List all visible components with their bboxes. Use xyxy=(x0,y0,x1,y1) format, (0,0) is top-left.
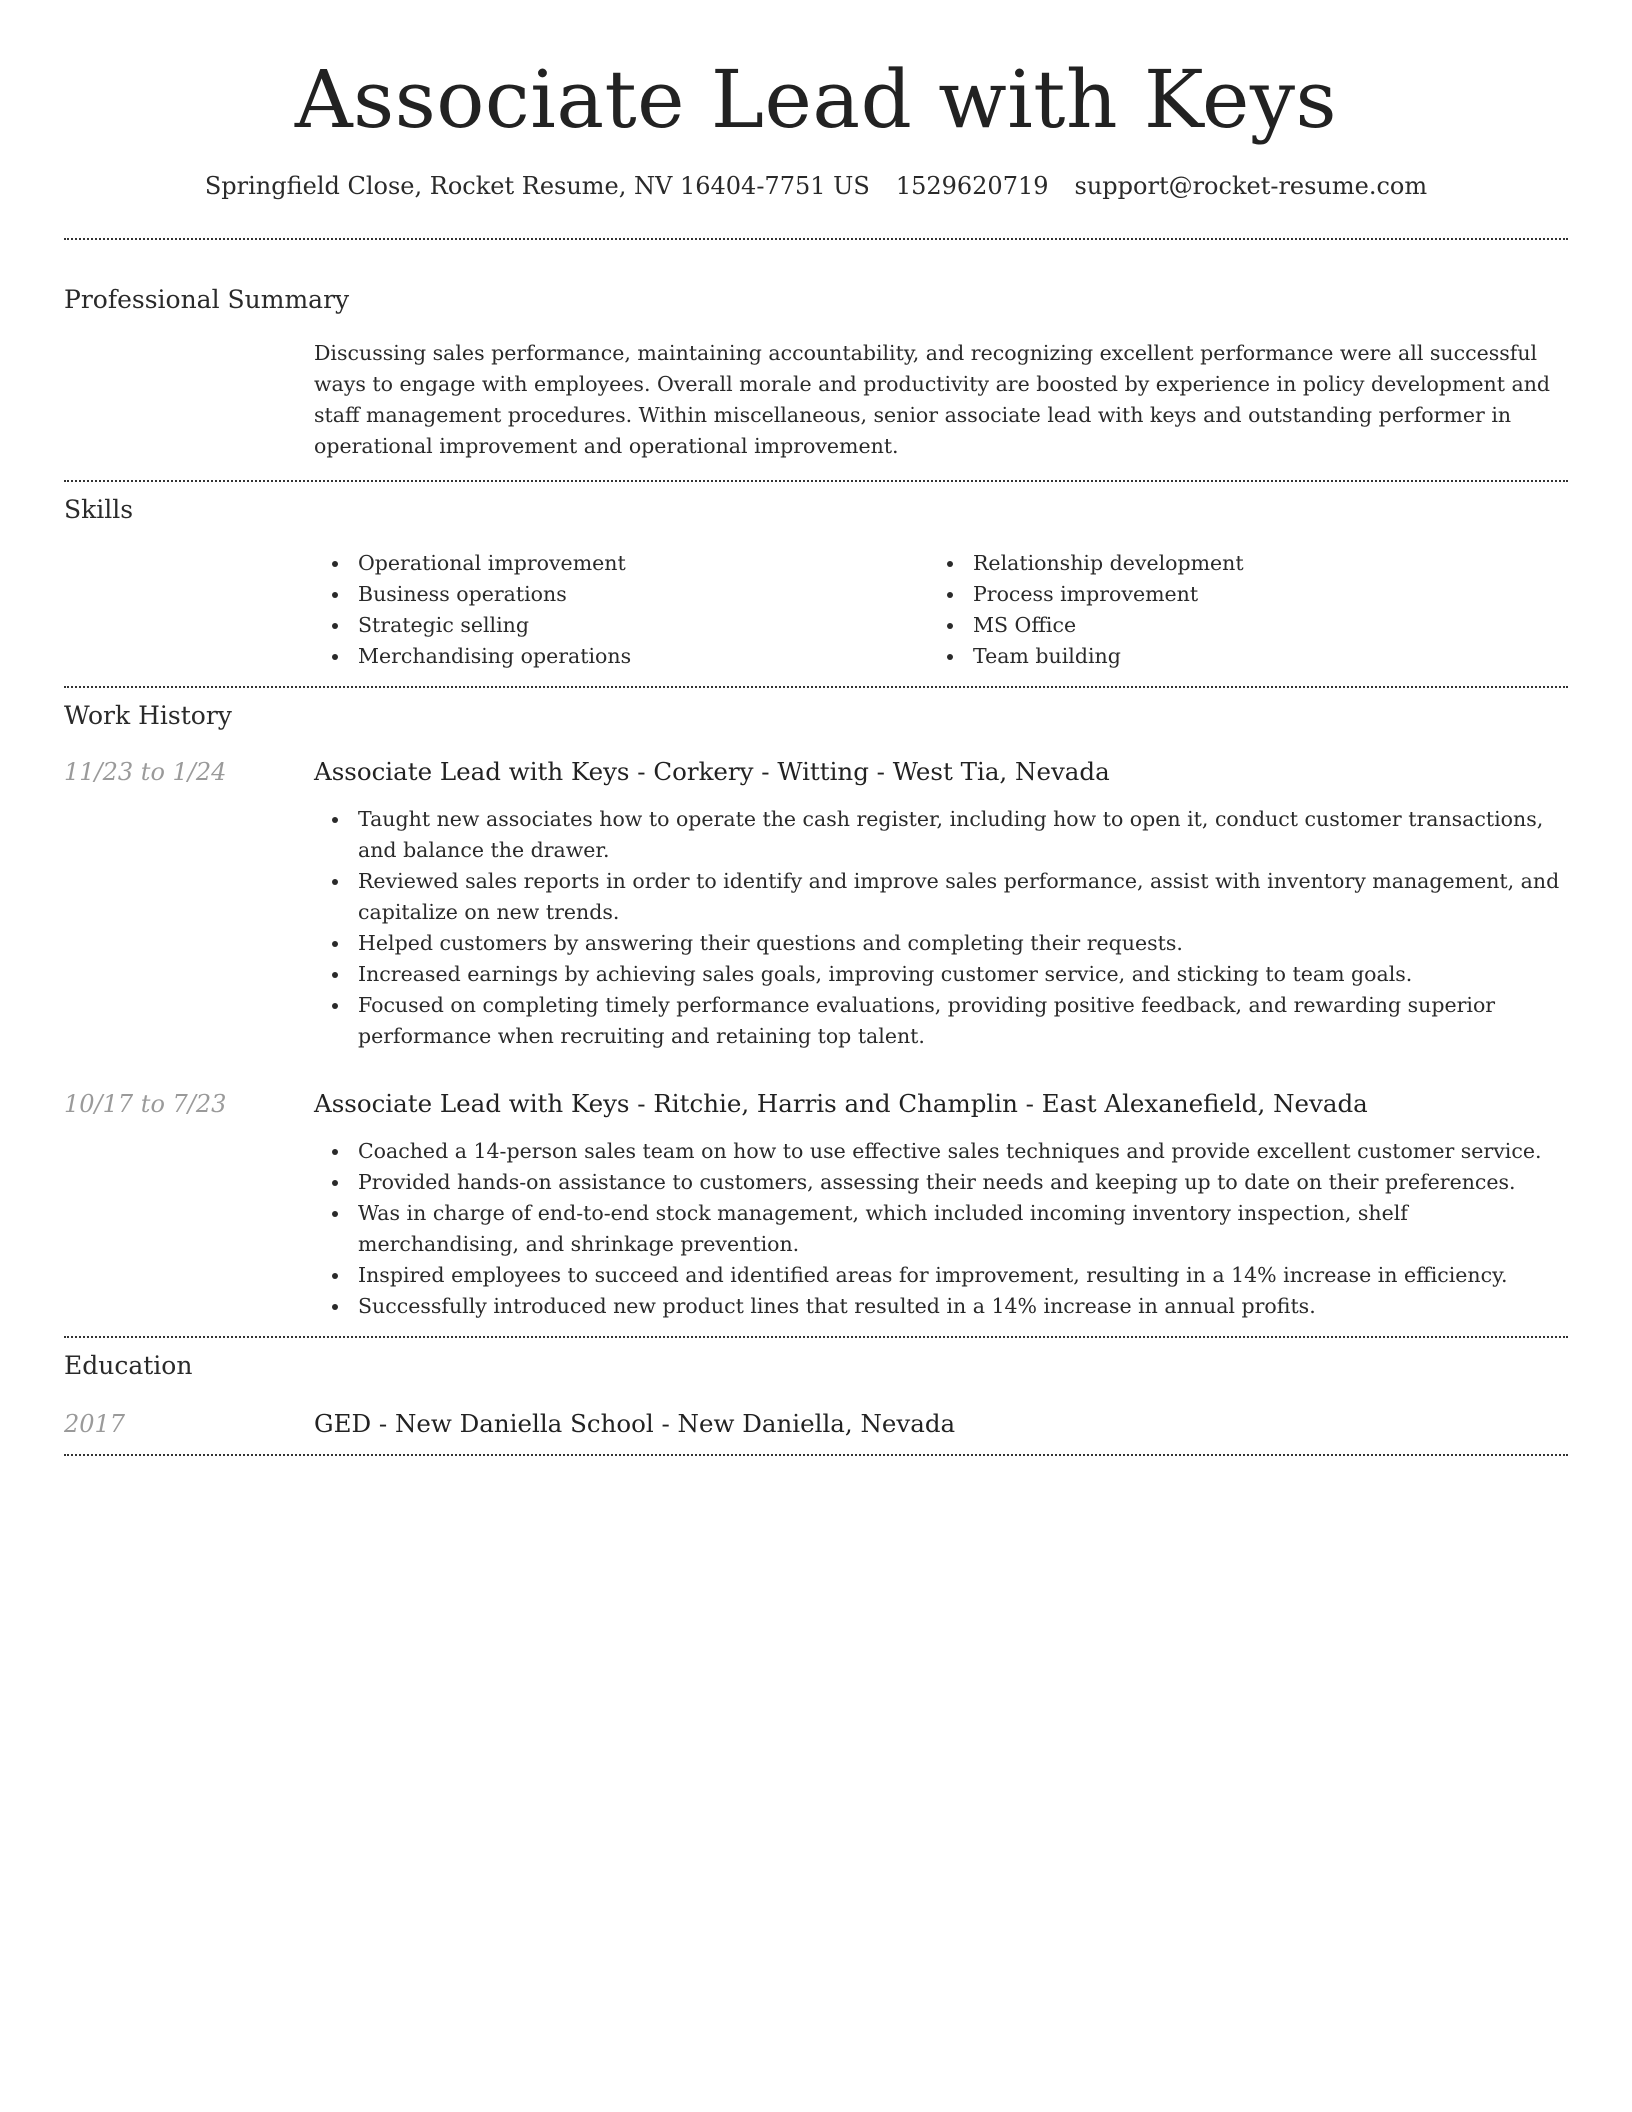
resume-page xyxy=(64,0,1568,1456)
contact-line xyxy=(64,170,1568,202)
contact-email[interactable]: support@rocket-resume.com xyxy=(1074,172,1428,200)
job-bullets xyxy=(314,1136,1568,1322)
skills-list xyxy=(314,548,1568,672)
skill-item: MS Office xyxy=(929,610,1544,641)
job-bullet: Was in charge of end-to-end stock management, which included incoming inventory inspection, shelf merchandising, and shrinkage prevention. xyxy=(314,1198,1568,1260)
skills-column-left xyxy=(314,548,929,672)
skill-item: Team building xyxy=(929,641,1544,672)
divider xyxy=(64,1454,1568,1456)
job-heading: Associate Lead with Keys - Corkery - Witting - West Tia, Nevada xyxy=(314,757,1110,786)
skill-item: Strategic selling xyxy=(314,610,929,641)
education-year: 2017 xyxy=(64,1410,126,1438)
job-bullets xyxy=(314,804,1568,1052)
skills-title: Skills xyxy=(64,495,134,524)
summary-text: Discussing sales performance, maintaining accountability, and recognizing excellent performance were all successful ways to engage with employees. Overall morale and productivity are boosted by experience in policy development and staff management procedures. Within miscellaneous, senior associate lead with keys and outstanding performer in operational improvement and operational improvement. xyxy=(314,341,1551,458)
summary-section xyxy=(64,240,1568,480)
skill-item: Merchandising operations xyxy=(314,641,929,672)
job-bullet: Inspired employees to succeed and identified areas for improvement, resulting in a 14% increase in efficiency. xyxy=(314,1260,1568,1291)
job-bullet: Helped customers by answering their questions and completing their requests. xyxy=(314,928,1568,959)
job-bullet: Focused on completing timely performance evaluations, providing positive feedback, and rewarding superior performance when recruiting and retaining top talent. xyxy=(314,990,1568,1052)
education-entry xyxy=(64,1408,1568,1440)
education-section xyxy=(64,1338,1568,1454)
job-bullet: Taught new associates how to operate the cash register, including how to open it, conduct customer transactions, and balance the drawer. xyxy=(314,804,1568,866)
skill-item: Business operations xyxy=(314,579,929,610)
education-title: Education xyxy=(64,1351,193,1380)
skill-item: Relationship development xyxy=(929,548,1544,579)
job-heading: Associate Lead with Keys - Ritchie, Harris and Champlin - East Alexanefield, Nevada xyxy=(314,1089,1368,1118)
job-bullet: Increased earnings by achieving sales goals, improving customer service, and sticking to team goals. xyxy=(314,959,1568,990)
skill-item: Operational improvement xyxy=(314,548,929,579)
education-heading: GED - New Daniella School - New Daniella, Nevada xyxy=(314,1409,956,1438)
job-dates: 10/17 to 7/23 xyxy=(64,1090,227,1118)
skills-section xyxy=(64,482,1568,686)
candidate-name: Associate Lead with Keys xyxy=(294,53,1338,146)
job-entry xyxy=(64,1088,1568,1322)
contact-phone: 1529620719 xyxy=(895,172,1049,200)
skills-column-right xyxy=(929,548,1544,672)
summary-title: Professional Summary xyxy=(64,285,350,314)
skill-item: Process improvement xyxy=(929,579,1544,610)
job-bullet: Coached a 14-person sales team on how to use effective sales techniques and provide excellent customer service. xyxy=(314,1136,1568,1167)
job-dates: 11/23 to 1/24 xyxy=(64,758,227,786)
job-bullet: Provided hands-on assistance to customers, assessing their needs and keeping up to date on their preferences. xyxy=(314,1167,1568,1198)
work-history-section xyxy=(64,688,1568,1336)
contact-address: Springfield Close, Rocket Resume, NV 16404-7751 US xyxy=(204,172,870,200)
job-bullet: Successfully introduced new product lines that resulted in a 14% increase in annual profits. xyxy=(314,1291,1568,1322)
job-entry xyxy=(64,756,1568,1052)
work-history-title: Work History xyxy=(64,701,232,730)
job-bullet: Reviewed sales reports in order to identify and improve sales performance, assist with inventory management, and capitalize on new trends. xyxy=(314,866,1568,928)
resume-header xyxy=(64,0,1568,202)
